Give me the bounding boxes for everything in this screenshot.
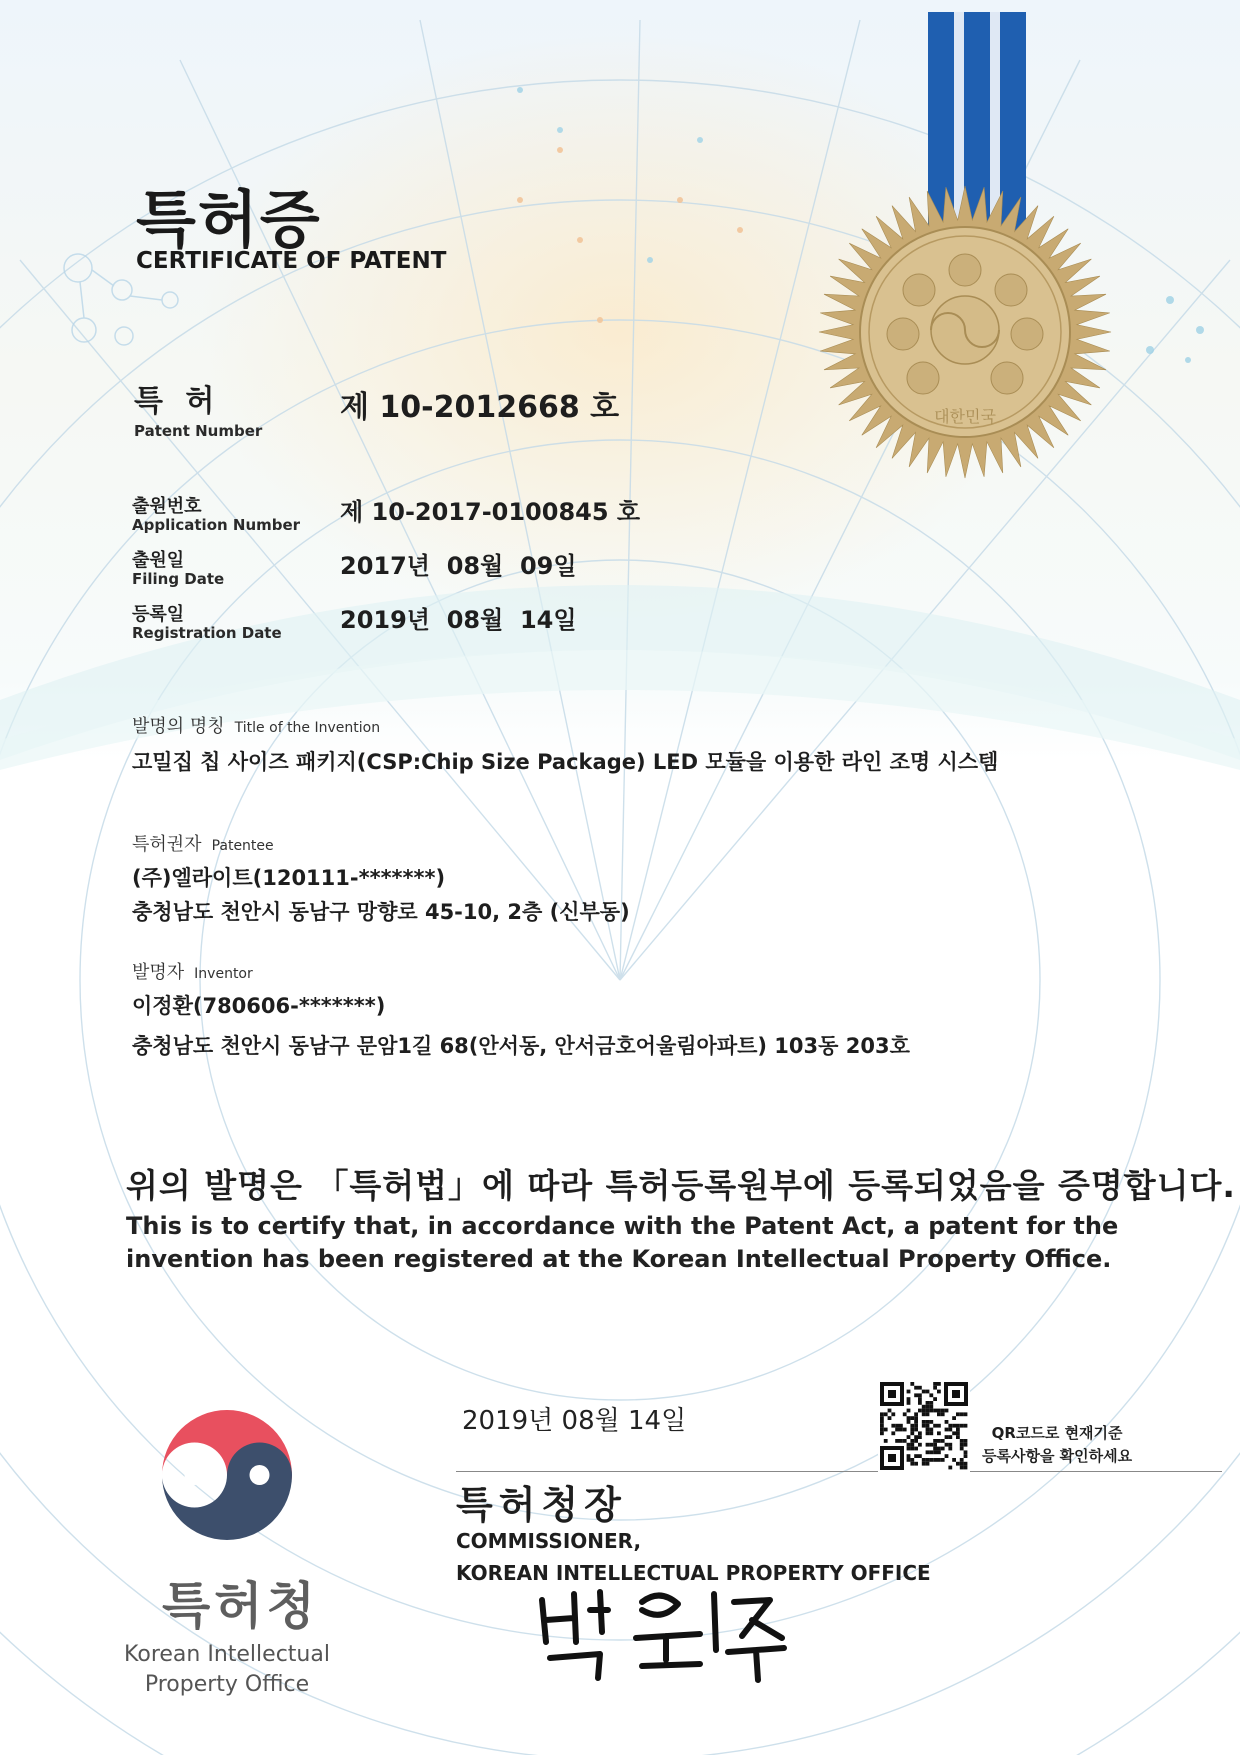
qr-module <box>945 1409 949 1413</box>
inventor-label-en: Inventor <box>194 966 253 982</box>
qr-module <box>929 1458 933 1462</box>
qr-module <box>929 1393 933 1397</box>
qr-module <box>960 1462 964 1466</box>
qr-module <box>884 1412 888 1416</box>
qr-module <box>891 1431 895 1435</box>
qr-module <box>937 1458 941 1462</box>
qr-module <box>914 1454 918 1458</box>
qr-module <box>929 1443 933 1447</box>
seal-text: 대한민국 <box>934 407 996 426</box>
qr-module <box>937 1409 941 1413</box>
patentee-name: (주)엘라이트(120111-*******) <box>132 866 446 890</box>
qr-module <box>914 1412 918 1416</box>
qr-module <box>914 1416 918 1420</box>
qr-module <box>952 1424 956 1428</box>
qr-module <box>929 1431 933 1435</box>
qr-module <box>910 1447 914 1451</box>
qr-module <box>891 1412 895 1416</box>
patentee-heading <box>132 830 274 856</box>
qr-module <box>964 1439 968 1443</box>
divider <box>456 1471 1222 1472</box>
patent-number: 제 10-2012668 호 <box>340 390 620 425</box>
qr-module <box>914 1386 918 1390</box>
qr-module <box>929 1420 933 1424</box>
qr-module <box>907 1458 911 1462</box>
qr-module <box>891 1424 895 1428</box>
qr-module <box>926 1409 930 1413</box>
qr-module <box>926 1412 930 1416</box>
qr-module <box>948 1435 952 1439</box>
qr-module <box>960 1412 964 1416</box>
qr-module <box>910 1382 914 1386</box>
qr-module <box>948 1443 952 1447</box>
qr-module <box>918 1435 922 1439</box>
qr-module <box>933 1382 937 1386</box>
certification-statement-ko: 위의 발명은 「특허법」에 따라 특허등록원부에 등록되었음을 증명합니다. <box>126 1166 1236 1205</box>
qr-module <box>956 1435 960 1439</box>
qr-module <box>926 1420 930 1424</box>
qr-module <box>926 1390 930 1394</box>
qr-module <box>895 1439 899 1443</box>
qr-module <box>956 1424 960 1428</box>
qr-module <box>910 1416 914 1420</box>
qr-module <box>948 1466 952 1470</box>
qr-module <box>937 1439 941 1443</box>
patent-label-en: Patent Number <box>134 422 263 440</box>
qr-module <box>914 1462 918 1466</box>
qr-module <box>945 1435 949 1439</box>
qr-module <box>964 1466 968 1470</box>
qr-module <box>895 1428 899 1432</box>
qr-module <box>922 1424 926 1428</box>
qr-module <box>933 1447 937 1451</box>
qr-module <box>926 1443 930 1447</box>
filing-label-en: Filing Date <box>132 570 225 588</box>
qr-module <box>926 1424 930 1428</box>
qr-module <box>960 1439 964 1443</box>
kipo-logo <box>152 1400 302 1550</box>
qr-module <box>907 1447 911 1451</box>
commissioner-title-ko: 특허청장 <box>456 1483 627 1527</box>
qr-module <box>926 1428 930 1432</box>
qr-module <box>964 1450 968 1454</box>
qr-module <box>956 1431 960 1435</box>
inventor-address: 충청남도 천안시 동남구 문암1길 68(안서동, 안서금호어울림아파트) 103동 203호 <box>132 1034 910 1058</box>
qr-module <box>903 1412 907 1416</box>
qr-module <box>918 1393 922 1397</box>
qr-module <box>933 1443 937 1447</box>
qr-module <box>937 1382 941 1386</box>
qr-module <box>937 1447 941 1451</box>
qr-module <box>903 1428 907 1432</box>
qr-module <box>956 1462 960 1466</box>
qr-module <box>937 1412 941 1416</box>
qr-module <box>914 1439 918 1443</box>
qr-module <box>922 1420 926 1424</box>
qr-module <box>922 1462 926 1466</box>
qr-module <box>888 1409 892 1413</box>
qr-module <box>918 1409 922 1413</box>
qr-module <box>964 1424 968 1428</box>
qr-module <box>933 1397 937 1401</box>
qr-module <box>945 1420 949 1424</box>
qr-module <box>884 1439 888 1443</box>
patentee-address: 충청남도 천안시 동남구 망향로 45-10, 2층 (신부동) <box>132 900 630 924</box>
filing-label-ko: 출원일 <box>132 550 185 571</box>
registration-label-ko: 등록일 <box>132 604 185 625</box>
qr-module <box>907 1416 911 1420</box>
qr-module <box>918 1454 922 1458</box>
qr-module <box>941 1458 945 1462</box>
qr-module <box>880 1424 884 1428</box>
inventor-label-ko: 발명자 <box>132 962 185 983</box>
qr-module <box>960 1424 964 1428</box>
qr-module <box>964 1412 968 1416</box>
qr-module <box>941 1447 945 1451</box>
qr-module <box>910 1462 914 1466</box>
qr-module <box>926 1458 930 1462</box>
certificate-title-ko: 특허증 <box>136 183 322 256</box>
qr-module <box>907 1443 911 1447</box>
qr-module <box>914 1420 918 1424</box>
qr-module <box>952 1431 956 1435</box>
qr-module <box>922 1412 926 1416</box>
certificate-title-en: CERTIFICATE OF PATENT <box>136 248 447 274</box>
inventor-name: 이정환(780606-*******) <box>132 994 386 1018</box>
qr-note-line2: 등록사항을 확인하세요 <box>982 1447 1133 1465</box>
qr-module <box>929 1401 933 1405</box>
qr-module <box>926 1462 930 1466</box>
qr-module <box>960 1447 964 1451</box>
qr-module <box>933 1450 937 1454</box>
qr-module <box>903 1439 907 1443</box>
qr-module <box>880 1412 884 1416</box>
qr-module <box>907 1390 911 1394</box>
qr-module <box>910 1428 914 1432</box>
qr-note <box>982 1422 1132 1468</box>
qr-module <box>907 1435 911 1439</box>
registration-label-en: Registration Date <box>132 624 282 642</box>
qr-module <box>907 1409 911 1413</box>
issue-date: 2019년 08월 14일 <box>462 1406 687 1436</box>
qr-module <box>914 1393 918 1397</box>
qr-module <box>956 1412 960 1416</box>
commissioner-title-en-line2: KOREAN INTELLECTUAL PROPERTY OFFICE <box>456 1561 931 1585</box>
registration-date: 2019년 08월 14일 <box>340 606 577 634</box>
qr-module <box>880 1416 884 1420</box>
qr-module <box>941 1439 945 1443</box>
qr-module <box>929 1428 933 1432</box>
qr-module <box>948 1447 952 1451</box>
qr-module <box>907 1454 911 1458</box>
inventor-heading <box>132 958 253 984</box>
qr-module <box>926 1450 930 1454</box>
qr-module <box>933 1424 937 1428</box>
qr-module <box>941 1409 945 1413</box>
invention-label-ko: 발명의 명칭 <box>132 716 225 737</box>
qr-module <box>899 1424 903 1428</box>
qr-module <box>945 1454 949 1458</box>
qr-module <box>914 1424 918 1428</box>
qr-module <box>929 1450 933 1454</box>
qr-module <box>937 1431 941 1435</box>
qr-module <box>880 1428 884 1432</box>
patent-label-ko: 특 허 <box>134 384 221 419</box>
qr-module <box>933 1386 937 1390</box>
application-label-ko: 출원번호 <box>132 496 202 517</box>
qr-module <box>910 1458 914 1462</box>
qr-module <box>907 1420 911 1424</box>
qr-module <box>952 1416 956 1420</box>
qr-module <box>964 1454 968 1458</box>
qr-module <box>922 1458 926 1462</box>
qr-module <box>960 1458 964 1462</box>
qr-module <box>926 1401 930 1405</box>
qr-code <box>878 1380 970 1472</box>
application-number: 제 10-2017-0100845 호 <box>340 498 641 526</box>
certification-statement-en: This is to certify that, in accordance with the Patent Act, a patent for the invention has been registered at the Korean Intellectual Property Office. <box>126 1212 1119 1273</box>
invention-heading <box>132 712 380 738</box>
invention-title: 고밀집 칩 사이즈 패키지(CSP:Chip Size Package) LED 모듈을 이용한 라인 조명 시스템 <box>132 750 999 774</box>
qr-module <box>937 1390 941 1394</box>
qr-module <box>945 1428 949 1432</box>
qr-module <box>948 1424 952 1428</box>
qr-module <box>880 1420 884 1424</box>
qr-module <box>945 1443 949 1447</box>
qr-module <box>933 1439 937 1443</box>
qr-module <box>907 1397 911 1401</box>
patentee-label-en: Patentee <box>211 838 274 854</box>
qr-module <box>918 1386 922 1390</box>
qr-module <box>914 1428 918 1432</box>
qr-module <box>918 1397 922 1401</box>
application-label-en: Application Number <box>132 516 301 534</box>
kipo-logo-name-ko: 특허청 <box>162 1577 319 1635</box>
qr-module <box>926 1405 930 1409</box>
qr-note-line1: QR코드로 현재기준 <box>991 1424 1123 1442</box>
patentee-label-ko: 특허권자 <box>132 834 202 855</box>
commissioner-title-en-line1: COMMISSIONER, <box>456 1529 642 1553</box>
qr-module <box>899 1439 903 1443</box>
qr-module <box>952 1458 956 1462</box>
qr-module <box>918 1443 922 1447</box>
qr-module <box>941 1412 945 1416</box>
qr-module <box>933 1458 937 1462</box>
qr-module <box>914 1447 918 1451</box>
signature <box>530 1580 790 1690</box>
qr-module <box>929 1405 933 1409</box>
invention-label-en: Title of the Invention <box>234 720 381 736</box>
qr-module <box>933 1409 937 1413</box>
qr-module <box>907 1401 911 1405</box>
qr-module <box>914 1435 918 1439</box>
qr-module <box>918 1431 922 1435</box>
qr-module <box>937 1450 941 1454</box>
kipo-logo-name-en: Korean Intellectual Property Office <box>124 1642 330 1697</box>
qr-module <box>960 1466 964 1470</box>
qr-module <box>910 1443 914 1447</box>
qr-module <box>922 1390 926 1394</box>
qr-module <box>910 1439 914 1443</box>
qr-module <box>888 1416 892 1420</box>
filing-date: 2017년 08월 09일 <box>340 552 577 580</box>
qr-module <box>937 1424 941 1428</box>
qr-module <box>918 1401 922 1405</box>
qr-module <box>880 1431 884 1435</box>
qr-module <box>910 1431 914 1435</box>
qr-module <box>922 1405 926 1409</box>
qr-module <box>895 1424 899 1428</box>
qr-module <box>926 1431 930 1435</box>
qr-module <box>964 1443 968 1447</box>
qr-module <box>929 1409 933 1413</box>
qr-module <box>922 1409 926 1413</box>
qr-module <box>956 1428 960 1432</box>
qr-module <box>960 1443 964 1447</box>
qr-module <box>899 1428 903 1432</box>
qr-module <box>948 1428 952 1432</box>
gold-seal <box>815 182 1115 482</box>
qr-module <box>884 1428 888 1432</box>
qr-module <box>964 1462 968 1466</box>
qr-module <box>910 1424 914 1428</box>
